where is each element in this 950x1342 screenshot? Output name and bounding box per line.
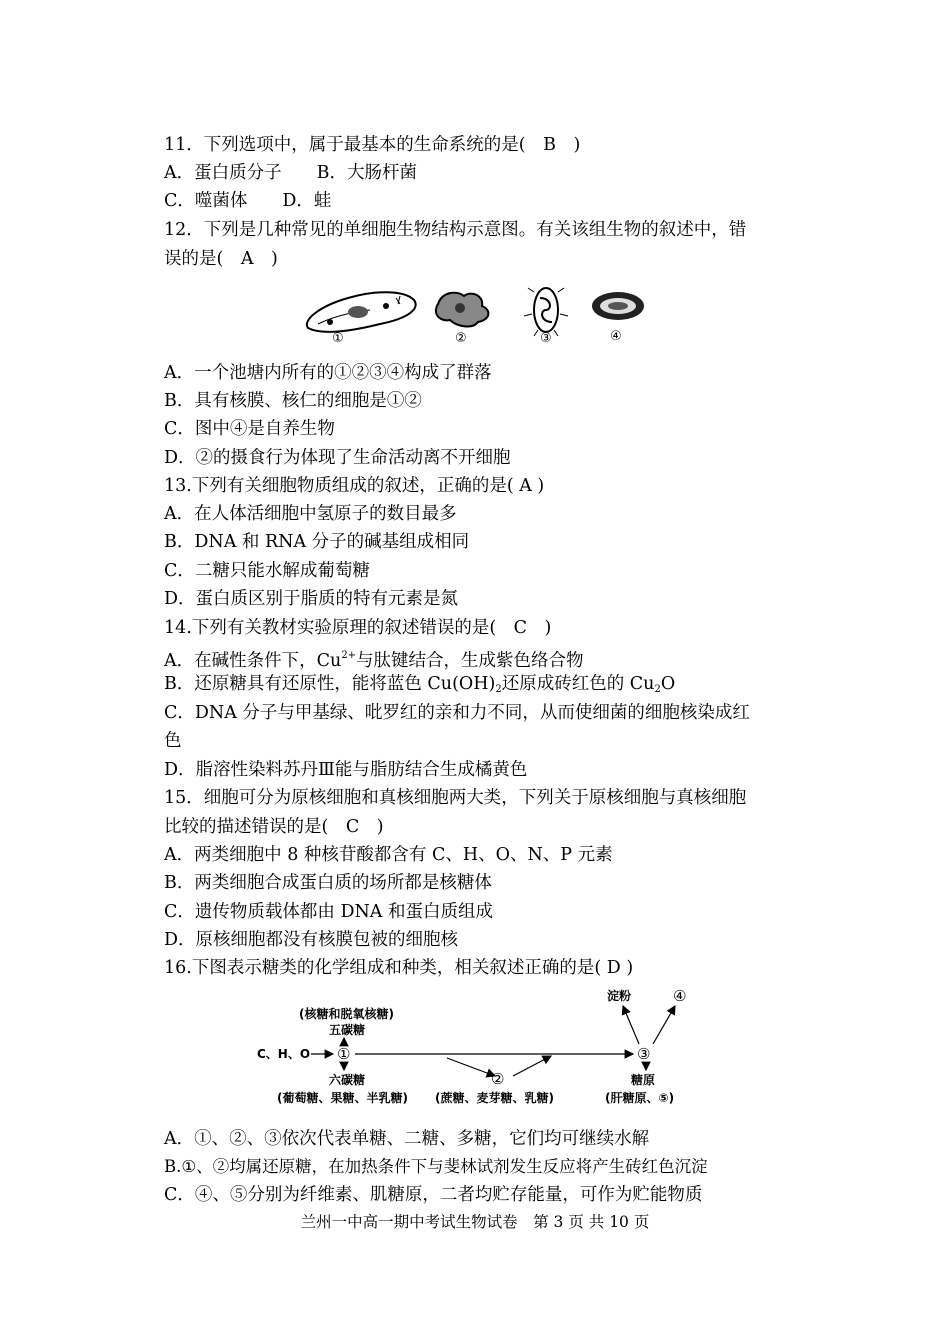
elements-label: C、H、O (257, 1047, 311, 1061)
q14-option-c-line2: 色 (164, 731, 182, 751)
q14-option-b: B．还原糖具有还原性，能将蓝色 $Cu(OH)_2$还原成砖红色的 $Cu_2O$ (164, 674, 676, 695)
sugar-classification-diagram (255, 984, 715, 1114)
q14-option-c-line1: C．DNA 分子与甲基绿、吡罗红的亲和力不同，从而使细菌的细胞核染成红 (164, 703, 750, 723)
pentose-label: 五碳糖 (329, 1023, 366, 1037)
node-4: ④ (673, 987, 687, 1005)
unicellular-organisms-figure (300, 284, 660, 346)
q13-option-d: D．蛋白质区别于脂质的特有元素是氮 (164, 589, 459, 609)
q16-option-a: A．①、②、③依次代表单糖、二糖、多糖，它们均可继续水解 (164, 1129, 650, 1149)
node-3: ③ (637, 1045, 651, 1063)
q15-option-d: D．原核细胞都没有核膜包被的细胞核 (164, 930, 459, 950)
q16-option-c: C．④、⑤分别为纤维素、肌糖原，二者均贮存能量，可作为贮能物质 (164, 1185, 703, 1205)
q11-options-ab: A．蛋白质分子 B．大肠杆菌 (164, 163, 417, 183)
glycogen-note: (肝糖原、⑤) (605, 1091, 675, 1105)
organism-4-image (592, 292, 644, 320)
organism-label-1: ① (332, 331, 344, 346)
node-1: ① (337, 1045, 351, 1063)
q12-option-d: D．②的摄食行为体现了生命活动离不开细胞 (164, 448, 511, 468)
q12-option-a: A．一个池塘内所有的①②③④构成了群落 (164, 363, 492, 383)
q16-stem: 16.下图表示糖类的化学组成和种类，相关叙述正确的是( D ) (164, 958, 634, 978)
q12-stem-line2: 误的是( A ) (164, 249, 278, 269)
q11-stem: 11．下列选项中，属于最基本的生命系统的是( B ) (164, 135, 581, 155)
q14-option-a: A．在碱性条件下，$Cu^{2+}$与肽键结合，生成紫色络合物 (164, 650, 584, 671)
q13-option-c: C．二糖只能水解成葡萄糖 (164, 561, 370, 581)
q13-option-a: A．在人体活细胞中氢原子的数目最多 (164, 504, 457, 524)
organism-3-image (524, 288, 568, 336)
q16-option-b: B.①、②均属还原糖，在加热条件下与斐林试剂发生反应将产生砖红色沉淀 (164, 1157, 708, 1176)
node-2: ② (491, 1070, 505, 1088)
page-footer: 兰州一中高一期中考试生物试卷 第 3 页 共 10 页 (300, 1213, 650, 1231)
q12-stem-line1: 12．下列是几种常见的单细胞生物结构示意图。有关该组生物的叙述中，错 (164, 220, 747, 240)
q14-option-d: D．脂溶性染料苏丹Ⅲ能与脂肪结合生成橘黄色 (164, 760, 528, 780)
q15-option-a: A．两类细胞中 8 种核苷酸都含有 C、H、O、N、P 元素 (164, 845, 613, 865)
q15-option-c: C．遗传物质载体都由 DNA 和蛋白质组成 (164, 902, 493, 922)
q11-options-cd: C．噬菌体 D．蛙 (164, 191, 332, 211)
q13-stem: 13.下列有关细胞物质组成的叙述，正确的是( A ) (164, 476, 545, 496)
q14-stem: 14.下列有关教材实验原理的叙述错误的是( C ) (164, 618, 552, 638)
organism-label-3: ③ (540, 331, 552, 346)
q13-option-b: B．DNA 和 RNA 分子的碱基组成相同 (164, 532, 470, 552)
organism-label-2: ② (455, 331, 467, 346)
q15-stem-line2: 比较的描述错误的是( C ) (164, 817, 384, 837)
q15-option-b: B．两类细胞合成蛋白质的场所都是核糖体 (164, 873, 492, 893)
q15-stem-line1: 15．细胞可分为原核细胞和真核细胞两大类，下列关于原核细胞与真核细胞 (164, 788, 747, 808)
pentose-note: (核糖和脱氧核糖) (299, 1007, 394, 1021)
hexose-note: (葡萄糖、果糖、半乳糖) (277, 1091, 408, 1105)
disaccharide-note: (蔗糖、麦芽糖、乳糖) (435, 1091, 554, 1105)
q12-option-b: B．具有核膜、核仁的细胞是①② (164, 391, 422, 411)
hexose-label: 六碳糖 (329, 1073, 366, 1087)
organism-2-image (436, 293, 488, 327)
glycogen-label: 糖原 (631, 1073, 656, 1087)
q12-option-c: C．图中④是自养生物 (164, 419, 335, 439)
starch-label: 淀粉 (607, 989, 632, 1003)
organism-1-image (307, 292, 416, 332)
organism-label-4: ④ (610, 329, 622, 344)
